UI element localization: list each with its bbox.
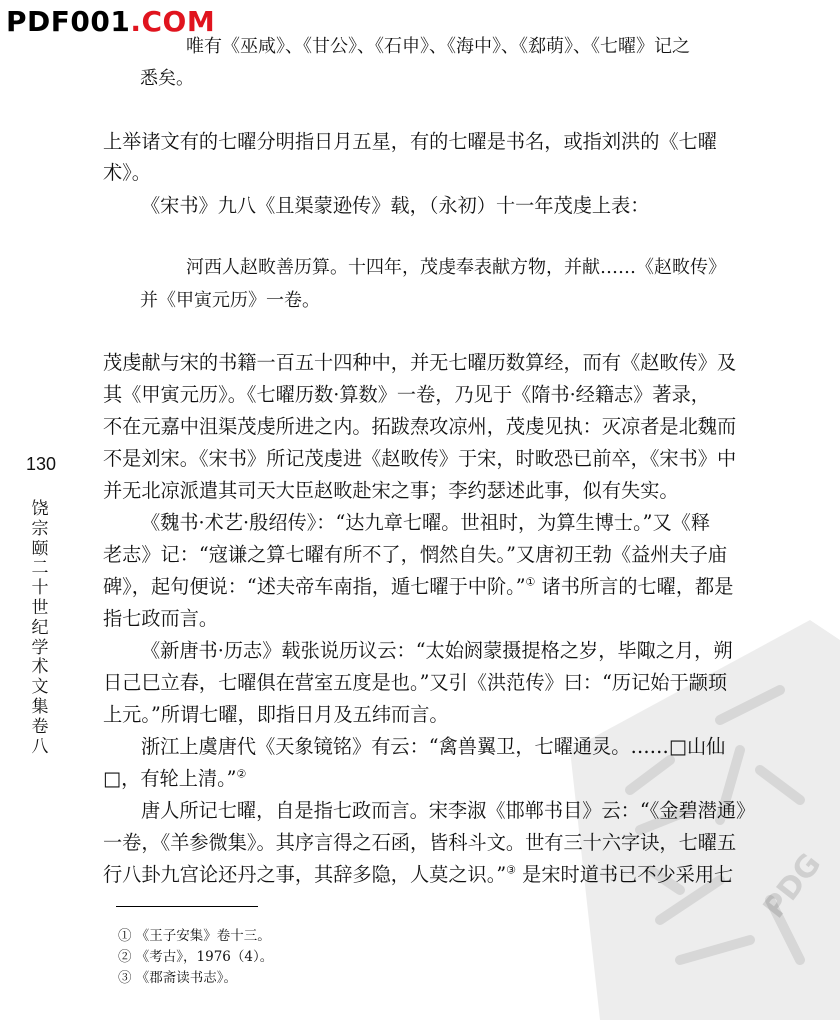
footnote-ref-3: ③ [506, 863, 517, 877]
site-logo [6, 2, 215, 42]
paragraph-line: 上元。”所谓七曜，即指日月及五纬而言。 [103, 703, 449, 726]
quote-line: 唯有《巫咸》、《甘公》、《石申》、《海中》、《郄萌》、《七曜》记之 [186, 36, 690, 57]
paragraph-line: 上举诸文有的七曜分明指日月五星，有的七曜是书名，或指刘洪的《七曜 [103, 130, 717, 153]
paragraph-line [103, 574, 733, 600]
logo-text-primary: PDF001 [6, 5, 131, 38]
quote-line: 河西人赵畋善历算。十四年，茂虔奉表献方物，并献……《赵畋传》 [186, 257, 726, 278]
footnote-ref-1: ① [525, 575, 536, 589]
line-text: 碑》，起句便说：“述夫帝车南指，遁七曜于中阶。” [103, 575, 526, 598]
paragraph-line: 浙江上虞唐代《天象镜铭》有云：“禽兽翼卫，七曜通灵。……□山仙 [141, 735, 726, 758]
paragraph-line: 其《甲寅元历》。《七曜历数·算数》一卷，乃见于《隋书·经籍志》著录， [103, 383, 710, 406]
paragraph-line: 《宋书》九八《且渠蒙逊传》载，（永初）十一年茂虔上表： [141, 194, 650, 217]
paragraph-line: 不是刘宋。《宋书》所记茂虔进《赵畋传》于宋，时畋恐已前卒，《宋书》中 [103, 447, 737, 470]
paragraph-line: 《魏书·术艺·殷绍传》：“达九章七曜。世祖时，为算生博士。”又《释 [141, 511, 711, 534]
line-text: 行八卦九宫论还丹之事，其辞多隐，人莫之识。” [103, 863, 507, 886]
line-text: □，有轮上清。” [103, 767, 237, 790]
watermark-text: PDG [756, 847, 829, 925]
paragraph-line: 并无北凉派遣其司天大臣赵畋赴宋之事；李约瑟述此事，似有失实。 [103, 479, 679, 502]
line-text: 诸书所言的七曜，都是 [535, 575, 734, 598]
logo-text-accent: .COM [130, 5, 216, 38]
footnote-3: ③ 《郡斋读书志》。 [118, 970, 238, 986]
paragraph-line [103, 766, 246, 792]
line-text: 是宋时道书已不少采用七 [516, 863, 734, 886]
footnote-ref-2: ② [236, 767, 247, 781]
footnote-1: ① 《王子安集》卷十三。 [118, 928, 271, 944]
paragraph-line: 术》。 [103, 161, 151, 184]
paragraph-line: 老志》记：“寇谦之算七曜有所不了，惘然自失。”又唐初王勃《益州夫子庙 [103, 543, 728, 566]
book-title-vertical: 饶宗颐二十世纪学术文集 卷八 [31, 499, 66, 757]
paragraph-line: 一卷，《羊参微集》。其序言得之石函，皆科斗文。世有三十六字诀，七曜五 [103, 831, 737, 854]
paragraph-line: 不在元嘉中沮渠茂虔所进之内。拓跋焘攻凉州，茂虔见执：灭凉者是北魏而 [103, 415, 737, 438]
quote-line: 并《甲寅元历》一卷。 [140, 290, 320, 311]
footnote-divider [116, 906, 258, 907]
paragraph-line: 茂虔献与宋的书籍一百五十四种中，并无七曜历数算经，而有《赵畋传》及 [103, 351, 737, 374]
pdg-watermark-stamp [510, 600, 840, 1020]
footnote-2: ② 《考古》，1976（4）。 [118, 949, 274, 965]
paragraph-line: 日己巳立春，七曜俱在营室五度是也。”又引《洪范传》曰：“历记始于颛顼 [103, 671, 728, 694]
paragraph-line: 指七政而言。 [103, 607, 219, 630]
page-number: 130 [26, 454, 57, 474]
paragraph-line: 《新唐书·历志》载张说历议云：“太始阏蒙摄提格之岁，毕陬之月，朔 [141, 639, 733, 662]
paragraph-line: 唐人所记七曜，自是指七政而言。宋李淑《邯郸书目》云：“《金碧潜通》 [141, 799, 756, 822]
quote-line: 悉矣。 [140, 68, 194, 89]
